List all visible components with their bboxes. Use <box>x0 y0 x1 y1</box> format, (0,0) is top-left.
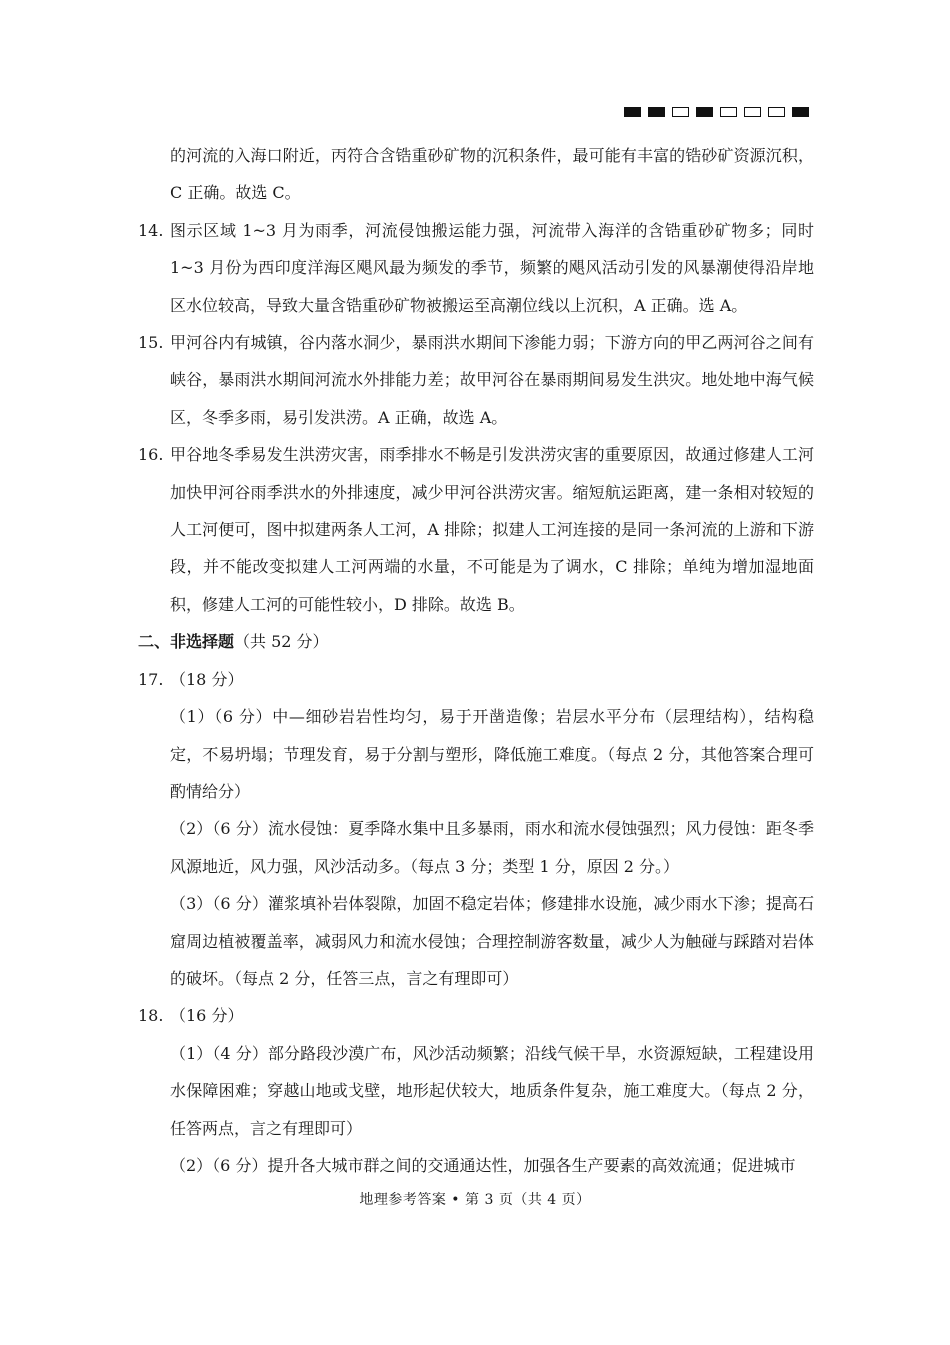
answer-18-part-1: （1）（4 分）部分路段沙漠广布，风沙活动频繁；沿线气候干旱，水资源短缺，工程建设用水保障困难；穿越山地或戈壁，地形起伏较大，地质条件复杂，施工难度大。（每点 2 分，任答两点，言之有理即可） <box>170 1043 814 1138</box>
marker-square-8 <box>792 107 809 117</box>
section-title: 二、非选择题 <box>138 632 235 652</box>
marker-square-5 <box>720 107 737 117</box>
answer-17-part-1: （1）（6 分）中—细砂岩岩性均匀，易于开凿造像；岩层水平分布（层理结构），结构稳定，不易坍塌；节理发育，易于分割与塑形，降低施工难度。（每点 2 分，其他答案合理可酌情给分） <box>170 707 814 801</box>
marker-square-1 <box>624 107 641 117</box>
question-18-header <box>138 997 814 1034</box>
answer-15-text: 甲河谷内有城镇，谷内落水洞少，暴雨洪水期间下渗能力弱；下游方向的甲乙两河谷之间有峡谷，暴雨洪水期间河流水外排能力差；故甲河谷在暴雨期间易发生洪灾。地处地中海气候区，冬季多雨，易引发洪涝。A 正确，故选 A。 <box>170 333 814 427</box>
answer-content <box>138 137 814 1184</box>
question-number-17: 17. <box>138 669 164 689</box>
answer-17-part-3: （3）（6 分）灌浆填补岩体裂隙，加固不稳定岩体；修建排水设施，减少雨水下渗；提高石窟周边植被覆盖率，减弱风力和流水侵蚀；合理控制游客数量，减少人为触碰与踩踏对岩体的破坏。（每点 2 分，任答三点，言之有理即可） <box>170 894 814 988</box>
answer-17-part-2: （2）（6 分）流水侵蚀：夏季降水集中且多暴雨，雨水和流水侵蚀强烈；风力侵蚀：距冬季风源地近，风力强，风沙活动多。（每点 3 分；类型 1 分，原因 2 分。） <box>170 819 814 876</box>
question-18-score: （16 分） <box>170 1006 244 1026</box>
answer-18-part-2: （2）（6 分）提升各大城市群之间的交通通达性，加强各生产要素的高效流通；促进城市 <box>170 1155 796 1175</box>
question-number-15: 15. <box>138 333 164 353</box>
question-number-14: 14. <box>138 220 164 240</box>
answer-16 <box>138 436 814 623</box>
question-17-score: （18 分） <box>170 669 244 689</box>
answer-15 <box>138 324 814 436</box>
marker-square-6 <box>744 107 761 117</box>
marker-square-7 <box>768 107 785 117</box>
page-footer: 地理参考答案 • 第 3 页（共 4 页） <box>359 1192 591 1208</box>
answer-14 <box>138 212 814 324</box>
question-number-18: 18. <box>138 1006 164 1026</box>
answer-16-text: 甲谷地冬季易发生洪涝灾害，雨季排水不畅是引发洪涝灾害的重要原因，故通过修建人工河加快甲河谷雨季洪水的外排速度，减少甲河谷洪涝灾害。缩短航运距离，建一条相对较短的人工河便可，图中拟建两条人工河，A 排除；拟建人工河连接的是同一条河流的上游和下游段，并不能改变拟建人工河两端的水量，不可能是为了调水，C 排除；单纯为增加湿地面积，修建人工河的可能性较小，D 排除。故选 B。 <box>170 445 814 614</box>
marker-square-2 <box>648 107 665 117</box>
marker-square-4 <box>696 107 713 117</box>
section-score-note: （共 52 分） <box>234 632 329 652</box>
question-number-16: 16. <box>138 445 164 465</box>
marker-square-3 <box>672 107 689 117</box>
page-marker-squares <box>624 107 809 117</box>
answer-14-text: 图示区域 1~3 月为雨季，河流侵蚀搬运能力强，河流带入海洋的含锆重砂矿物多；同时 1~3 月份为西印度洋海区飓风最为频发的季节，频繁的飓风活动引发的风暴潮使得沿岸地区水位较高，导致大量含锆重砂矿物被搬运至高潮位线以上沉积，A 正确。选 A。 <box>170 220 814 315</box>
answer-13-continuation: 的河流的入海口附近，丙符合含锆重砂矿物的沉积条件，最可能有丰富的锆砂矿资源沉积，C 正确。故选 C。 <box>170 146 814 203</box>
section-heading <box>138 623 814 660</box>
question-17-header <box>138 661 814 698</box>
